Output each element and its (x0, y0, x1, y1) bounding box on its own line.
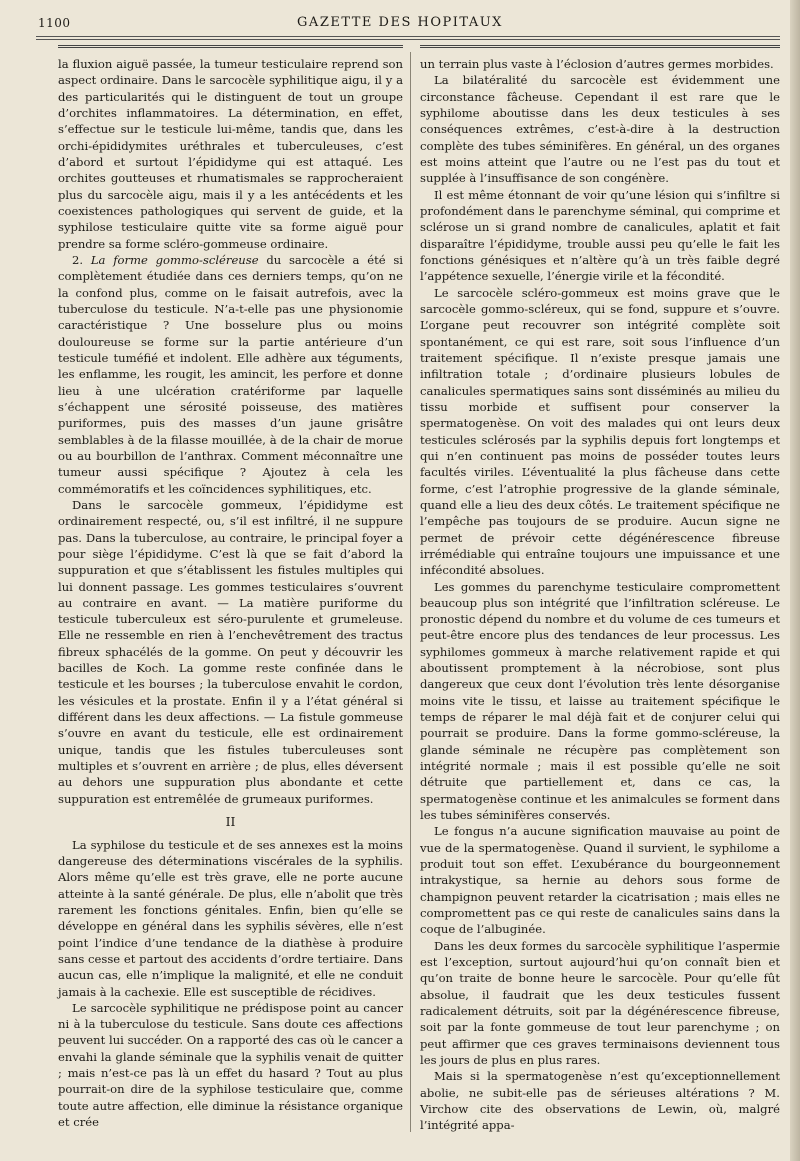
header-rule (36, 36, 780, 40)
paragraph (58, 252, 403, 497)
section-heading: II (225, 814, 236, 830)
page-number: 1100 (38, 16, 71, 30)
paragraph: Mais si la spermatogenèse n’est qu’exceptionnellement abolie, ne subit-elle pas de sérieuses altérations ? M. Virchow cite des observations de Lewin, où, malgré l’intégrité appa- (420, 1069, 780, 1133)
paragraph: Dans le sarcocèle gommeux, l’épididyme est ordinairement respecté, ou, s’il est infiltré, il ne suppure pas. Dans la tuberculose, au contraire, le principal foyer a pour siège l’épididyme. C’est là que se fait d’abord la suppuration et que s’établissent les fistules multiples qui lui donnent passage. Les gommes testiculaires s’ouvrent au contraire en avant. — La matière puriforme du testicule tuberculeux est séro-purulente et grumeleuse. Elle ne ressemble en rien à l’enchevêtrement des tractus fibreux sphacélés de la gomme. On peut y découvrir les bacilles de Koch. La gomme reste confinée dans le testicule et les bourses ; la tuberculose envahit le cordon, les vésicules et la prostate. Enfin il y a l’état général si différent dans les deux affections. — La fistule gommeuse s’ouvre en avant du testicule, elle est ordinairement unique, tandis que les fistules tuberculeuses sont multiples et s’ouvrent en arrière ; de plus, elles déversent au dehors une suppuration plus abondante et cette suppuration est entremêlée de grumeaux puriformes. (58, 497, 403, 806)
paragraph: Il est même étonnant de voir qu’une lésion qui s’infiltre si profondément dans le parenchyme séminal, qui comprime et sclérose un si grand nombre de canalicules, aplatit et fait disparaître l’épididyme, trouble aussi peu qu’elle le fait les fonctions génésiques et n’altère qu’à un très faible degré l’appétence sexuelle, l’énergie virile et la fécondité. (420, 187, 780, 284)
paragraph-text: du sarcocèle a été si complètement étudiée dans ces derniers temps, qu’on ne la confond plus, comme on le faisait autrefois, avec la tuberculose du testicule. N’a-t-elle pas une physionomie caractéristique ? Une bosselure plus ou moins douloureuse se forme sur la partie antérieure d’un testicule tuméfié et indolent. Elle adhère aux téguments, les enflamme, les rougit, les amincit, les perfore et donne lieu à une ulcération cratériforme par laquelle s’échappent une sérosité poisseuse, des matières puriformes, puis des masses d’un jaune grisâtre semblables à de la filasse mouillée, à de la chair de morue ou au bourbillon de l’anthrax. Comment méconnaître une tumeur aussi spécifique ? Ajoutez à cela les commémoratifs et les coïncidences syphilitiques, etc. (58, 252, 403, 496)
list-number: 2. (72, 252, 91, 267)
paragraph: Dans les deux formes du sarcocèle syphilitique l’aspermie est l’exception, surtout aujourd’hui qu’on connaît bien et qu’on traite de bonne heure le sarcocèle. Pour qu’elle fût absolue, il faudrait que les deux testicules fussent radicalement détruits, soit par la dégénérescence fibreuse, soit par la fonte gommeuse de tout leur parenchyme ; on peut affirmer que ces graves terminaisons deviennent tous les jours de plus en plus rares. (420, 938, 780, 1068)
right-column (420, 56, 780, 1134)
journal-title: GAZETTE DES HOPITAUX (297, 15, 503, 30)
left-column-rule (58, 45, 403, 48)
right-column-rule (420, 45, 780, 48)
paragraph: Le sarcocèle scléro-gommeux est moins grave que le sarcocèle gommo-scléreux, qui se fond, suppure et s’ouvre. L’organe peut recouvrer son intégrité complète soit spontanément, ce qui est rare, soit sous l’influence d’un traitement spécifique. Il n’existe presque jamais une infiltration totale ; d’ordinaire plusieurs lobules de canalicules spermatiques sains sont disséminés au milieu du tissu morbide et suffisent pour conserver la spermatogenèse. On voit des malades qui ont leurs deux testicules sclérosés par la syphilis depuis fort longtemps et qui n’en continuent pas moins de posséder toutes leurs facultés viriles. L’éventualité la plus fâcheuse dans cette forme, c’est l’atrophie progressive de la glande séminale, quand elle a lieu des deux côtés. Le traitement spécifique ne l’empêche pas toujours de se produire. Aucun signe ne permet de prévoir cette dégénérescence fibreuse irrémédiable qui entraîne toujours une impuissance et une infécondité absolues. (420, 285, 780, 578)
paragraph: Le sarcocèle syphilitique ne prédispose point au cancer ni à la tuberculose du testicule. Sans doute ces affections peuvent lui succéder. On a rapporté des cas où le cancer a envahi la glande séminale que la syphilis venait de quitter ; mais n’est-ce pas là un effet du hasard ? Tout au plus pourrait-on dire de la syphilose testiculaire que, comme toute autre affection, elle diminue la résistance organique et crée (58, 1000, 403, 1130)
italic-term: La forme gommo-scléreuse (90, 252, 259, 267)
paragraph: La bilatéralité du sarcocèle est évidemment une circonstance fâcheuse. Cependant il est rare que le syphilome aboutisse dans les deux testicules à ses conséquences extrêmes, c’est-à-dire à la destruction complète des tubes séminifères. En général, un des organes est moins atteint que l’autre ou ne l’est pas du tout et supplée à l’insuffisance de son congénère. (420, 73, 780, 186)
paragraph: La syphilose du testicule et de ses annexes est la moins dangereuse des déterminations viscérales de la syphilis. Alors même qu’elle est très grave, elle ne porte aucune atteinte à la santé générale. De plus, elle n’abolit que très rarement les fonctions génitales. Enfin, bien qu’elle se développe en général dans les syphilis sévères, elle n’est point l’indice d’une tendance de la diathèse à produire sans cesse et partout des accidents d’ordre tertiaire. Dans aucun cas, elle n’implique la malignité, et elle ne conduit jamais à la cachexie. Elle est susceptible de récidives. (58, 837, 403, 999)
page-edge-shadow (790, 0, 800, 1161)
column-divider (410, 52, 411, 1132)
paragraph: la fluxion aiguë passée, la tumeur testiculaire reprend son aspect ordinaire. Dans le sarcocèle syphilitique aigu, il y a des particularités qui le distinguent de tout un groupe d’orchites inflammatoires. La détermination, en effet, s’effectue sur le testicule lui-même, tandis que, dans les orchi-épididymites uréthrales et tuberculeuses, c’est d’abord et surtout l’épididyme qui est attaqué. Les orchites goutteuses et rhumatismales se rapprocheraient plus du sarcocèle aigu, mais il y a les antécédents et les coexistences pathologiques qui servent de guide, et la syphilose testiculaire quitte vite sa forme aiguë pour prendre sa forme scléro-gommeuse ordinaire. (58, 57, 403, 251)
left-column (58, 56, 403, 1130)
paragraph: un terrain plus vaste à l’éclosion d’autres germes morbides. (420, 57, 774, 71)
paragraph: Les gommes du parenchyme testiculaire compromettent beaucoup plus son intégrité que l’infiltration scléreuse. Le pronostic dépend du nombre et du volume de ces tumeurs et peut-être encore plus des tendances de leur processus. Les syphilomes gommeux à marche relativement rapide et qui aboutissent promptement à la nécrobiose, sont plus dangereux que ceux dont l’évolution très lente désorganise moins vite le tissu, et laisse au traitement spécifique le temps de réparer le mal déjà fait et de conjurer celui qui pourrait se produire. Dans la forme gommo-scléreuse, la glande séminale ne récupère pas complètement son intégrité normale ; mais il est possible qu’elle ne soit détruite que partiellement et, dans ce cas, la spermatogenèse continue et les animalcules se forment dans les tubes séminifères conservés. (420, 579, 780, 823)
page-header (0, 0, 800, 48)
paragraph: Le fongus n’a aucune signification mauvaise au point de vue de la spermatogenèse. Quand il survient, le syphilome a produit tout son effet. L’exubérance du bourgeonnement intrakystique, sa hernie au dehors sous forme de champignon peuvent retarder la cicatrisation ; mais elles ne compromettent pas ce qui reste de canalicules sains dans la coque de l’albuginée. (420, 824, 780, 937)
